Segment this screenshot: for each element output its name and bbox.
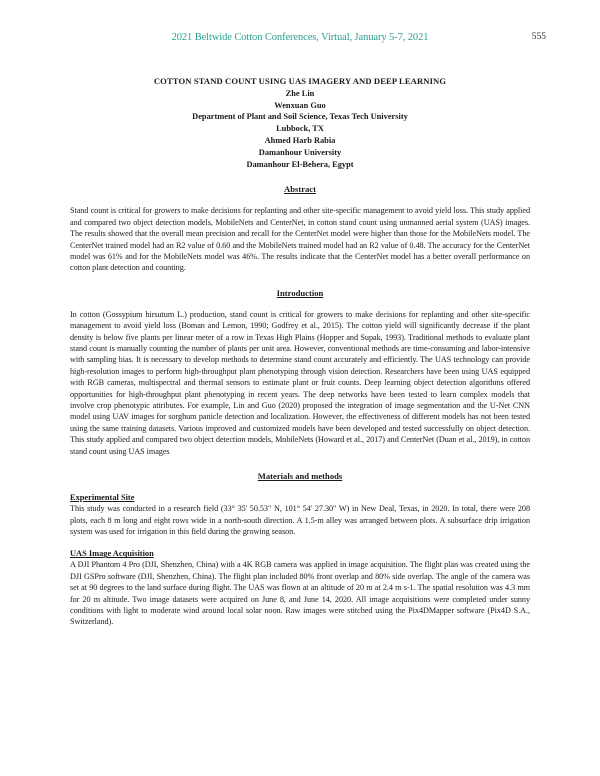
experimental-site-text: This study was conducted in a research field (33° 35' 50.53" N, 101° 54' 27.30" W) in New Deal, Texas, in 2020. In total, there were 208 plots, each 8 m long and eight rows wide in a north-south direction. A 1.5-m alley was arranged between plots. A subsurface drip irrigation system was used for irrigation in this field during the growing season. (70, 504, 530, 536)
affiliation-1-location: Lubbock, TX (276, 124, 324, 134)
introduction-text: In cotton (Gossypium hirsutum L.) production, stand count is critical for growers to make decisions for replanting and other site-specific management to avoid yield loss (Boman and Lemon, 1990; Godfrey et al., 2015). The cotton yield will significantly decrease if the plant density is below five plants per linear meter of a row in Texas High Plains (Hopper and Supak, 1993). Traditional methods to evaluate plant stand count is manually counting the number of plants per unit area. However, conventional methods are time-consuming and labor-intensive with sampling bias. It is necessary to develop methods to determine stand count accurately and efficiently. The UAS technology can provide high-resolution images to perform high-throughput plant phenotyping through vision detection. Researchers have been using UAS equipped with RGB cameras, multispectral and thermal sensors to estimate plant or fruit counts. Deep learning object detection algorithms offered opportunities for high-throughput plant phenotyping in recent years. The deep networks have been tested to learn complex models that involve crop phenotypic attributes. For example, Lin and Guo (2020) proposed the integration of image segmentation and the U-Net CNN model using UAV images for sorghum panicle detection and localization. However, the effectiveness of different models has not been tested using the same training datasets. Various improved and customized models have been developed and tested successfully on object detection. This study applied and compared two object detection models, MobileNets (Howard et al., 2017) and CenterNet (Duan et al., 2019), in cotton stand count using UAS images (70, 309, 530, 456)
author-2: Wenxuan Guo (274, 100, 326, 110)
uas-acquisition-heading: UAS Image Acquisition (70, 549, 154, 559)
uas-acquisition-text: A DJI Phantom 4 Pro (DJI, Shenzhen, China) with a 4K RGB camera was applied in image acquisition. The flight plan was created using the DJI GSPro software (DJI, Shenzhen, China). The flight plan included 80% front overlap and 80% side overlap. The angle of the camera was set at 90 degrees to the land surface during flight. The UAS was flown at an altitude of 20 m at 2.4 m s-1. The spatial resolution was 4.3 mm for 20 m altitude. Two image datasets were acquired on June 8, and June 14, 2020. All image acquisitions were completed under sunny conditions with light to moderate wind around local solar noon. Raw images were stitched using the Pix4DMapper software (Pix4D S.A., Switzerland). (70, 560, 530, 627)
affiliation-1: Department of Plant and Soil Science, Texas Tech University (192, 112, 408, 122)
author-3: Ahmed Harb Rabia (264, 135, 336, 145)
paper-title: COTTON STAND COUNT USING UAS IMAGERY AND DEEP LEARNING (153, 76, 447, 86)
materials-heading: Materials and methods (257, 471, 343, 482)
introduction-heading: Introduction (276, 287, 324, 298)
experimental-site-heading: Experimental Site (70, 493, 135, 503)
abstract-text: Stand count is critical for growers to make decisions for replanting and other site-specific management to avoid yield loss. This study applied and compared two object detection models, MobileNets and CenterNet, in cotton stand count using unmanned aerial system (UAS) images. The results showed that the overall mean precision and recall for the CenterNet model were higher than those for the MobileNets model. The CenterNet trained model had an R2 value of 0.60 and the MobileNets trained model had an R2 value of 0.48. The accuracy for the CenterNet model was 61% and for the MobileNets model was 46%. The results indicate that the CenterNet model has a better overall performance on cotton plant detection and counting. (70, 206, 530, 273)
affiliation-2: Damanhour University (258, 147, 342, 157)
title-block (70, 76, 530, 170)
author-1: Zhe Lin (285, 88, 315, 98)
page-number: 555 (531, 32, 546, 42)
paper-page (70, 76, 530, 628)
running-header (0, 32, 600, 46)
abstract-heading: Abstract (284, 184, 316, 195)
running-title: 2021 Beltwide Cotton Conferences, Virtual, January 5-7, 2021 (171, 32, 429, 43)
affiliation-2-location: Damanhour El-Behera, Egypt (246, 159, 354, 169)
